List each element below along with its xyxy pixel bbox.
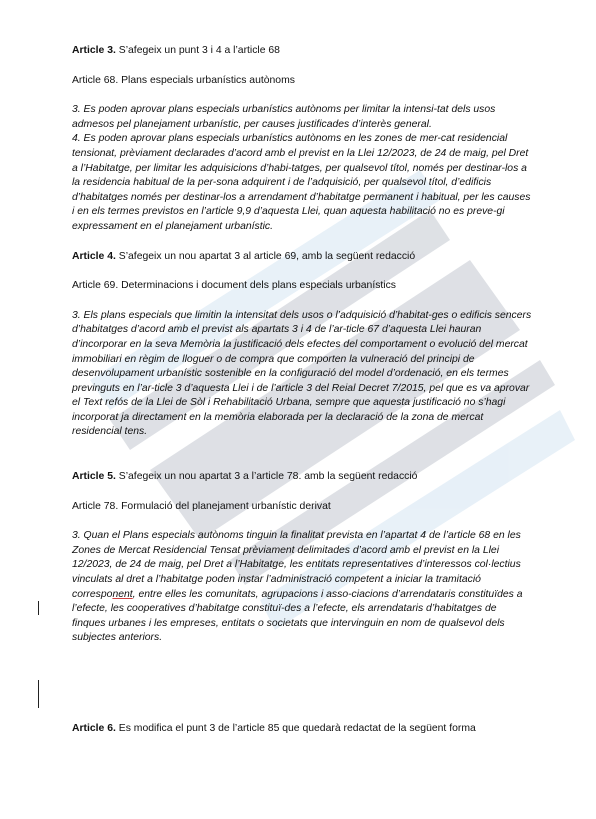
change-bar [38,680,39,708]
article-5-label: Article 5. [72,471,116,483]
article-78-point-3-part-a: 3. Quan el Plans especials autònoms tinguin la finalitat prevista en l’apartat 4 de l’article 68 en les Zones de Mercat Residencial Tensat prèviament delimitades d’acord amb el previst en la Llei 12/2023, de 24 de maig, pel Dret a l’Habitatge, les entitats representatives d’interessos col·lectius vinculats al dret a l’habitatge poden instar l’administració competent a iniciar la tramitació correspo [72,530,521,600]
document-body [72,44,532,737]
article-4-text: S’afegeix un nou apartat 3 al article 69, amb la següent redacció [115,250,416,262]
article-5-text: S’afegeix un nou apartat 3 a l’article 78. amb la següent redacció [115,471,418,483]
article-68-heading: Article 68. Plans especials urbanístics autònoms [72,74,295,86]
article-4-label: Article 4. [72,250,116,262]
article-68-point-3: 3. Es poden aprovar plans especials urbanístics autònoms per limitar la intensi-tat dels usos admesos pel planejament urbanístic, per causes justificades d’interès general. [72,104,496,130]
article-3-line [72,44,532,59]
article-78-point-3-part-b: , entre elles les comunitats, agrupacions i asso-ciacions d’arrendataris constituïdes a l’efecte, les cooperatives d’habitatge constituï-des a l’efecte, els arrendataris d’habitatges de finques urbanes i les empreses, entitats o societats que intervinguin en nom de qualsevol dels subjectes anteriors. [72,588,523,644]
article-6-label: Article 6. [72,723,116,734]
article-3-label: Article 3. [72,45,116,56]
article-78-heading: Article 78. Formulació del planejament urbanístic derivat [72,500,331,512]
article-5-line [72,470,532,485]
article-68-point-4: 4. Es poden aprovar plans especials urbanístics autònoms en les zones de mer-cat residencial tensionat, prèviament declarades d’acord amb el previst en la Llei 12/2023, de 24 de maig, pel Dret a l’Habitatge, per limitar les adquisicions d’habi-tatges, per qualsevol títol, només per destinar-los a la residencia habitual de la per-sona adquirent i de l’adquisició, per qualsevol títol, d’edificis d’habitatges només per destinar-los a arrendament d’habitatge permanent i habitual, per les causes i en els termes previstos en l’article 9,9 d’aquesta Llei, quan aquesta habilitació no es preve-gi expressament en el planejament urbanístic. [72,133,531,232]
article-69-heading: Article 69. Determinacions i document dels plans especials urbanístics [72,280,396,292]
article-4-line [72,250,532,265]
article-69-point-3: 3. Els plans especials que limitin la intensitat dels usos o l’adquisició d’habitat-ges o edificis sencers d’habitatges d’acord amb el previst als apartats 3 i 4 de l’ar-ticle 67 d’aquesta Llei hauran d’incorporar en la seva Memòria la justificació dels efectes del comportament o evolució del mercat immobiliari en règim de lloguer o de compra que comporten la vulneració del principi de desenvolupament urbanístic sostenible en la configuració del model d’ordenació, en els termes previnguts en l’ar-ticle 3 d’aquesta Llei i de l’article 3 del Reial Decret 7/2015, pel que es va aprovar el Text refós de la Llei de Sòl i Rehabilitació Urbana, sempre que aquesta justificació no s’hagi incorporat ja directament en la memòria elaborada per la declaració de la zona de mercat residencial tens. [72,309,532,438]
tracked-change: nent [112,588,133,600]
change-bar [38,601,39,615]
article-6-line [72,722,532,737]
article-78-point-3 [72,529,532,646]
article-3-text: S’afegeix un punt 3 i 4 a l’article 68 [115,45,280,56]
article-6-text: Es modifica el punt 3 de l’article 85 que quedarà redactat de la següent forma [115,723,476,734]
